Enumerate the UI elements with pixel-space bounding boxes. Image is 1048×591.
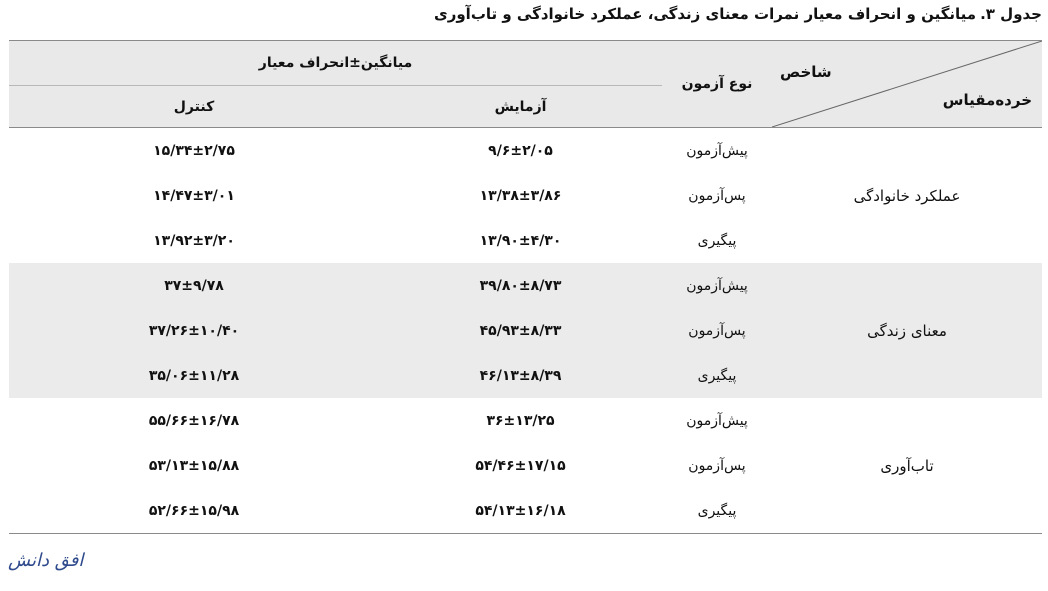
experimental-value: ۴۵/۹۳±۸/۳۳ (379, 308, 662, 353)
test-type-cell: پیگیری (662, 488, 772, 534)
experimental-value: ۵۴/۱۳±۱۶/۱۸ (379, 488, 662, 534)
table-row (9, 263, 1042, 308)
test-type-cell: پس‌آزمون (688, 187, 746, 204)
control-value: ۳۵/۰۶±۱۱/۲۸ (9, 353, 379, 398)
test-type-cell: پیش‌آزمون (662, 263, 772, 308)
group-name: تاب‌آوری (772, 398, 1042, 534)
experimental-value: ۹/۶±۲/۰۵ (488, 142, 553, 159)
group-name: معنای زندگی (772, 263, 1042, 398)
header-mean-sd: میانگین±انحراف معیار (9, 41, 662, 86)
table-row (9, 128, 1042, 174)
experimental-value: ۳۹/۸۰±۸/۷۳ (379, 263, 662, 308)
test-type-cell: پیش‌آزمون (686, 142, 748, 159)
control-value: ۵۳/۱۳±۱۵/۸۸ (148, 457, 240, 474)
header-diagonal-cell (772, 41, 1042, 128)
control-value: ۵۲/۶۶±۱۵/۹۸ (9, 488, 379, 534)
test-type-cell: پیگیری (662, 353, 772, 398)
experimental-value: ۱۳/۹۰±۴/۳۰ (479, 232, 562, 249)
table-caption-label: جدول ۳. (980, 5, 1042, 23)
control-value: ۳۷±۹/۷۸ (9, 263, 379, 308)
control-value: ۵۵/۶۶±۱۶/۷۸ (148, 412, 240, 429)
control-value: ۱۳/۹۲±۳/۲۰ (153, 232, 235, 249)
table-caption (10, 4, 1042, 24)
experimental-value: ۵۴/۴۶±۱۷/۱۵ (475, 457, 566, 474)
control-value: ۳۷/۲۶±۱۰/۴۰ (9, 308, 379, 353)
group-name: عملکرد خانوادگی (853, 186, 961, 205)
control-value: ۱۴/۴۷±۳/۰۱ (153, 187, 235, 204)
header-test-type: نوع آزمون (662, 41, 772, 128)
table-row (9, 398, 1042, 443)
test-type-cell: پیگیری (697, 232, 737, 249)
journal-logo: افق دانش (8, 550, 84, 571)
experimental-value: ۱۳/۳۸±۳/۸۶ (479, 187, 562, 204)
header-control: کنترل (9, 86, 379, 128)
header-experimental: آزمایش (379, 86, 662, 128)
table-caption-text: میانگین و انحراف معیار نمرات معنای زندگی، عملکرد خانوادگی و تاب‌آوری (433, 5, 977, 23)
control-value: ۱۵/۳۴±۲/۷۵ (153, 142, 235, 159)
experimental-value: ۳۶±۱۳/۲۵ (486, 412, 555, 429)
header-indicator: شاخص (780, 63, 832, 81)
results-table (9, 40, 1042, 534)
test-type-cell: پیش‌آزمون (686, 412, 748, 429)
diagonal-divider (772, 41, 1042, 127)
test-type-cell: پس‌آزمون (688, 457, 746, 474)
test-type-cell: پس‌آزمون (662, 308, 772, 353)
header-subscale: خرده‌مقیاس (942, 91, 1033, 109)
experimental-value: ۴۶/۱۳±۸/۳۹ (379, 353, 662, 398)
